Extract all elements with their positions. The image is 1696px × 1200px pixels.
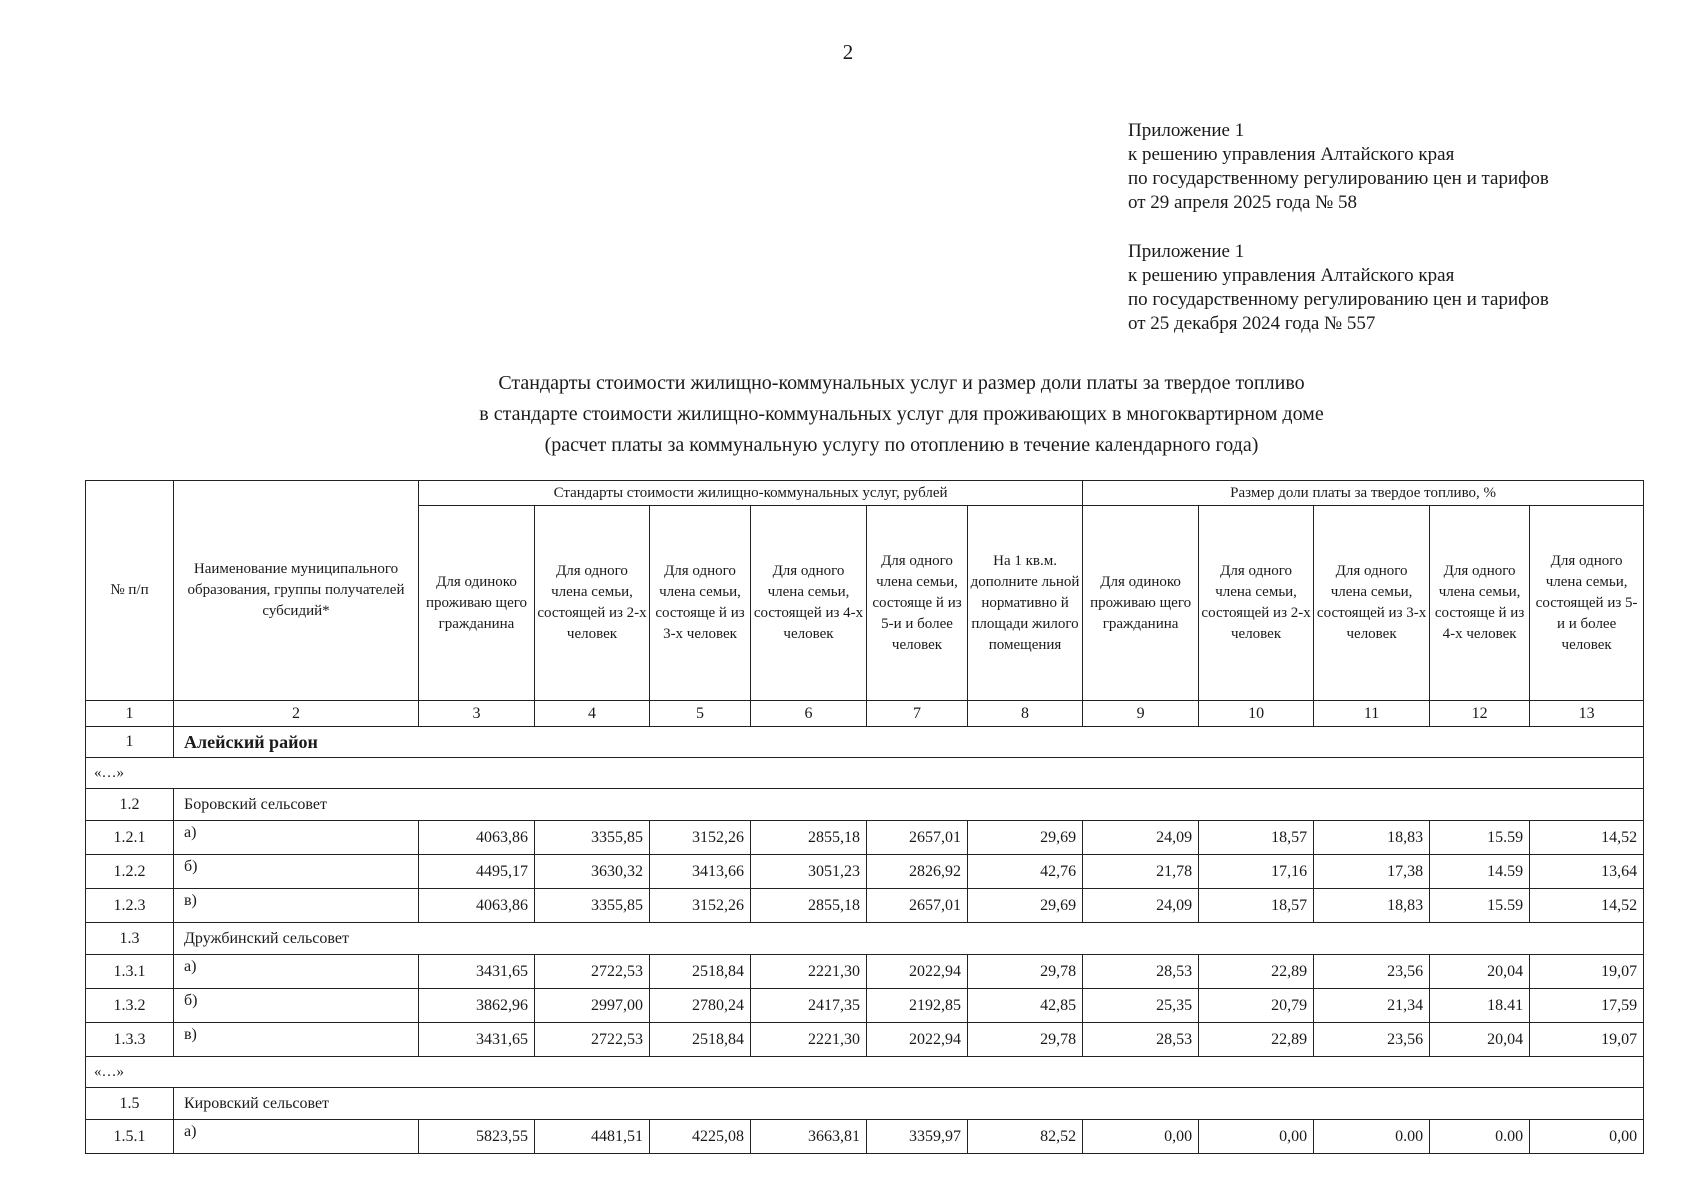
appendix-line: к решению управления Алтайского края bbox=[1128, 144, 1455, 165]
appendix-previous bbox=[1128, 240, 1549, 336]
table-cell: 17,16 bbox=[1199, 855, 1314, 889]
row-number: 1.3.2 bbox=[86, 989, 174, 1023]
title-line: Стандарты стоимости жилищно-коммунальных услуг и размер доли платы за твердое топливо bbox=[498, 372, 1305, 394]
recipient-group: в) bbox=[174, 1023, 419, 1057]
table-cell: 15.59 bbox=[1430, 889, 1530, 923]
table-cell: 4063,86 bbox=[419, 821, 535, 855]
column-header: Для одного члена семьи, состояще й из 3-х человек bbox=[650, 506, 751, 701]
table-cell: 14,52 bbox=[1530, 821, 1644, 855]
settlement-number: 1.5 bbox=[86, 1088, 174, 1120]
table-cell: 29,69 bbox=[968, 889, 1083, 923]
column-number: 10 bbox=[1199, 701, 1314, 727]
table-row bbox=[86, 989, 1644, 1023]
recipient-group: а) bbox=[174, 955, 419, 989]
table-cell: 3663,81 bbox=[751, 1120, 867, 1154]
column-header: Для одного члена семьи, состоящей из 5-и и более человек bbox=[1530, 506, 1644, 701]
table-cell: 28,53 bbox=[1083, 1023, 1199, 1057]
table-cell: 0,00 bbox=[1199, 1120, 1314, 1154]
table-cell: 2722,53 bbox=[535, 1023, 650, 1057]
table-row bbox=[86, 955, 1644, 989]
table-cell: 2780,24 bbox=[650, 989, 751, 1023]
page-number: 2 bbox=[842, 40, 854, 64]
table-cell: 3152,26 bbox=[650, 821, 751, 855]
omitted-marker: «…» bbox=[86, 758, 1644, 789]
table-cell: 25,35 bbox=[1083, 989, 1199, 1023]
settlement-row bbox=[86, 789, 1644, 821]
table-cell: 2221,30 bbox=[751, 1023, 867, 1057]
column-header: Для одного члена семьи, состоящей из 4-х человек bbox=[751, 506, 867, 701]
table-cell: 42,85 bbox=[968, 989, 1083, 1023]
row-number: 1.2.2 bbox=[86, 855, 174, 889]
appendix-line: по государственному регулированию цен и тарифов bbox=[1128, 289, 1549, 310]
table-cell: 19,07 bbox=[1530, 1023, 1644, 1057]
table-cell: 4225,08 bbox=[650, 1120, 751, 1154]
column-number: 9 bbox=[1083, 701, 1199, 727]
tariff-table bbox=[85, 480, 1644, 1154]
table-cell: 17,38 bbox=[1314, 855, 1430, 889]
table-cell: 3355,85 bbox=[535, 821, 650, 855]
table-row bbox=[86, 1023, 1644, 1057]
column-number: 6 bbox=[751, 701, 867, 727]
table-cell: 24,09 bbox=[1083, 821, 1199, 855]
settlement-row bbox=[86, 923, 1644, 955]
appendix-line: от 25 декабря 2024 года № 557 bbox=[1128, 313, 1376, 334]
table-row bbox=[86, 889, 1644, 923]
table-cell: 4481,51 bbox=[535, 1120, 650, 1154]
table-row bbox=[86, 821, 1644, 855]
recipient-group: в) bbox=[174, 889, 419, 923]
table-cell: 29,78 bbox=[968, 955, 1083, 989]
table-cell: 18,83 bbox=[1314, 889, 1430, 923]
title-line: в стандарте стоимости жилищно-коммунальных услуг для проживающих в многоквартирном доме bbox=[479, 403, 1324, 425]
table-cell: 21,78 bbox=[1083, 855, 1199, 889]
table-cell: 3051,23 bbox=[751, 855, 867, 889]
omitted-row bbox=[86, 758, 1644, 789]
table-cell: 22,89 bbox=[1199, 955, 1314, 989]
table-cell: 20,04 bbox=[1430, 1023, 1530, 1057]
district-row bbox=[86, 727, 1644, 758]
column-number: 2 bbox=[174, 701, 419, 727]
column-header: Для одного члена семьи, состоящей из 2-х человек bbox=[535, 506, 650, 701]
table-cell: 18,57 bbox=[1199, 889, 1314, 923]
table-row bbox=[86, 855, 1644, 889]
table-cell: 29,69 bbox=[968, 821, 1083, 855]
row-number: 1.3.1 bbox=[86, 955, 174, 989]
row-number: 1.3.3 bbox=[86, 1023, 174, 1057]
column-number: 13 bbox=[1530, 701, 1644, 727]
table-cell: 5823,55 bbox=[419, 1120, 535, 1154]
table-cell: 0,00 bbox=[1083, 1120, 1199, 1154]
settlement-name: Кировский сельсовет bbox=[174, 1088, 1644, 1120]
table-cell: 3630,32 bbox=[535, 855, 650, 889]
table-cell: 2855,18 bbox=[751, 821, 867, 855]
table-cell: 3359,97 bbox=[867, 1120, 968, 1154]
table-cell: 2192,85 bbox=[867, 989, 968, 1023]
table-cell: 42,76 bbox=[968, 855, 1083, 889]
table-cell: 2221,30 bbox=[751, 955, 867, 989]
table-cell: 2518,84 bbox=[650, 1023, 751, 1057]
table-cell: 23,56 bbox=[1314, 955, 1430, 989]
district-number: 1 bbox=[86, 727, 174, 758]
column-number: 4 bbox=[535, 701, 650, 727]
table-cell: 3431,65 bbox=[419, 955, 535, 989]
table-cell: 2722,53 bbox=[535, 955, 650, 989]
table-cell: 21,34 bbox=[1314, 989, 1430, 1023]
table-cell: 3431,65 bbox=[419, 1023, 535, 1057]
column-header: Для одного члена семьи, состояще й из 4-х человек bbox=[1430, 506, 1530, 701]
table-cell: 3152,26 bbox=[650, 889, 751, 923]
table-cell: 2997,00 bbox=[535, 989, 650, 1023]
settlement-row bbox=[86, 1088, 1644, 1120]
table-cell: 28,53 bbox=[1083, 955, 1199, 989]
table-cell: 19,07 bbox=[1530, 955, 1644, 989]
table-cell: 22,89 bbox=[1199, 1023, 1314, 1057]
table-cell: 17,59 bbox=[1530, 989, 1644, 1023]
table-cell: 0.00 bbox=[1430, 1120, 1530, 1154]
table-cell: 2657,01 bbox=[867, 889, 968, 923]
appendix-line: Приложение 1 bbox=[1128, 241, 1245, 262]
table-cell: 4063,86 bbox=[419, 889, 535, 923]
table-cell: 18,57 bbox=[1199, 821, 1314, 855]
column-header: Для одного члена семьи, состоящей из 2-х человек bbox=[1199, 506, 1314, 701]
title-line: (расчет платы за коммунальную услугу по отоплению в течение календарного года) bbox=[544, 434, 1259, 456]
settlement-name: Дружбинский сельсовет bbox=[174, 923, 1644, 955]
table-cell: 2022,94 bbox=[867, 955, 968, 989]
column-number: 1 bbox=[86, 701, 174, 727]
appendix-line: по государственному регулированию цен и тарифов bbox=[1128, 168, 1549, 189]
column-number: 8 bbox=[968, 701, 1083, 727]
column-header-number: № п/п bbox=[86, 481, 174, 701]
table-row bbox=[86, 1120, 1644, 1154]
column-header: Для одиноко проживаю щего гражданина bbox=[1083, 506, 1199, 701]
table-cell: 20,04 bbox=[1430, 955, 1530, 989]
column-number: 3 bbox=[419, 701, 535, 727]
appendix-line: Приложение 1 bbox=[1128, 120, 1245, 141]
appendix-line: к решению управления Алтайского края bbox=[1128, 265, 1455, 286]
omitted-marker: «…» bbox=[86, 1057, 1644, 1088]
table-cell: 2657,01 bbox=[867, 821, 968, 855]
table-cell: 2022,94 bbox=[867, 1023, 968, 1057]
column-header: На 1 кв.м. дополните льной нормативно й площади жилого помещения bbox=[968, 506, 1083, 701]
document-title bbox=[0, 368, 1696, 461]
table-cell: 82,52 bbox=[968, 1120, 1083, 1154]
row-number: 1.5.1 bbox=[86, 1120, 174, 1154]
omitted-row bbox=[86, 1057, 1644, 1088]
table-cell: 23,56 bbox=[1314, 1023, 1430, 1057]
group-header-standards: Стандарты стоимости жилищно-коммунальных услуг, рублей bbox=[419, 481, 1083, 506]
appendix-line: от 29 апреля 2025 года № 58 bbox=[1128, 192, 1358, 213]
row-number: 1.2.1 bbox=[86, 821, 174, 855]
table-cell: 15.59 bbox=[1430, 821, 1530, 855]
recipient-group: а) bbox=[174, 1120, 419, 1154]
column-number: 7 bbox=[867, 701, 968, 727]
table-cell: 3862,96 bbox=[419, 989, 535, 1023]
table-cell: 24,09 bbox=[1083, 889, 1199, 923]
table-cell: 14.59 bbox=[1430, 855, 1530, 889]
column-header: Для одиноко проживаю щего гражданина bbox=[419, 506, 535, 701]
settlement-number: 1.2 bbox=[86, 789, 174, 821]
recipient-group: б) bbox=[174, 855, 419, 889]
column-number-row bbox=[86, 701, 1644, 727]
table-cell: 2518,84 bbox=[650, 955, 751, 989]
table-cell: 2855,18 bbox=[751, 889, 867, 923]
table-cell: 3355,85 bbox=[535, 889, 650, 923]
table-cell: 13,64 bbox=[1530, 855, 1644, 889]
appendix-current bbox=[1128, 119, 1549, 215]
table-cell: 14,52 bbox=[1530, 889, 1644, 923]
table-cell: 0.00 bbox=[1314, 1120, 1430, 1154]
table-cell: 18,83 bbox=[1314, 821, 1430, 855]
table-cell: 20,79 bbox=[1199, 989, 1314, 1023]
group-header-fuel-share: Размер доли платы за твердое топливо, % bbox=[1083, 481, 1644, 506]
table-body bbox=[86, 701, 1644, 1154]
column-number: 12 bbox=[1430, 701, 1530, 727]
column-header: Для одного члена семьи, состоящей из 3-х человек bbox=[1314, 506, 1430, 701]
table-cell: 2826,92 bbox=[867, 855, 968, 889]
recipient-group: а) bbox=[174, 821, 419, 855]
table-cell: 2417,35 bbox=[751, 989, 867, 1023]
district-name: Алейский район bbox=[174, 727, 1644, 758]
table-cell: 0,00 bbox=[1530, 1120, 1644, 1154]
settlement-number: 1.3 bbox=[86, 923, 174, 955]
table-cell: 29,78 bbox=[968, 1023, 1083, 1057]
recipient-group: б) bbox=[174, 989, 419, 1023]
table-cell: 3413,66 bbox=[650, 855, 751, 889]
settlement-name: Боровский сельсовет bbox=[174, 789, 1644, 821]
table-cell: 4495,17 bbox=[419, 855, 535, 889]
table-cell: 18.41 bbox=[1430, 989, 1530, 1023]
column-header-name: Наименование муниципального образования, группы получателей субсидий* bbox=[174, 481, 419, 701]
column-number: 11 bbox=[1314, 701, 1430, 727]
row-number: 1.2.3 bbox=[86, 889, 174, 923]
column-header: Для одного члена семьи, состояще й из 5-и и более человек bbox=[867, 506, 968, 701]
column-number: 5 bbox=[650, 701, 751, 727]
